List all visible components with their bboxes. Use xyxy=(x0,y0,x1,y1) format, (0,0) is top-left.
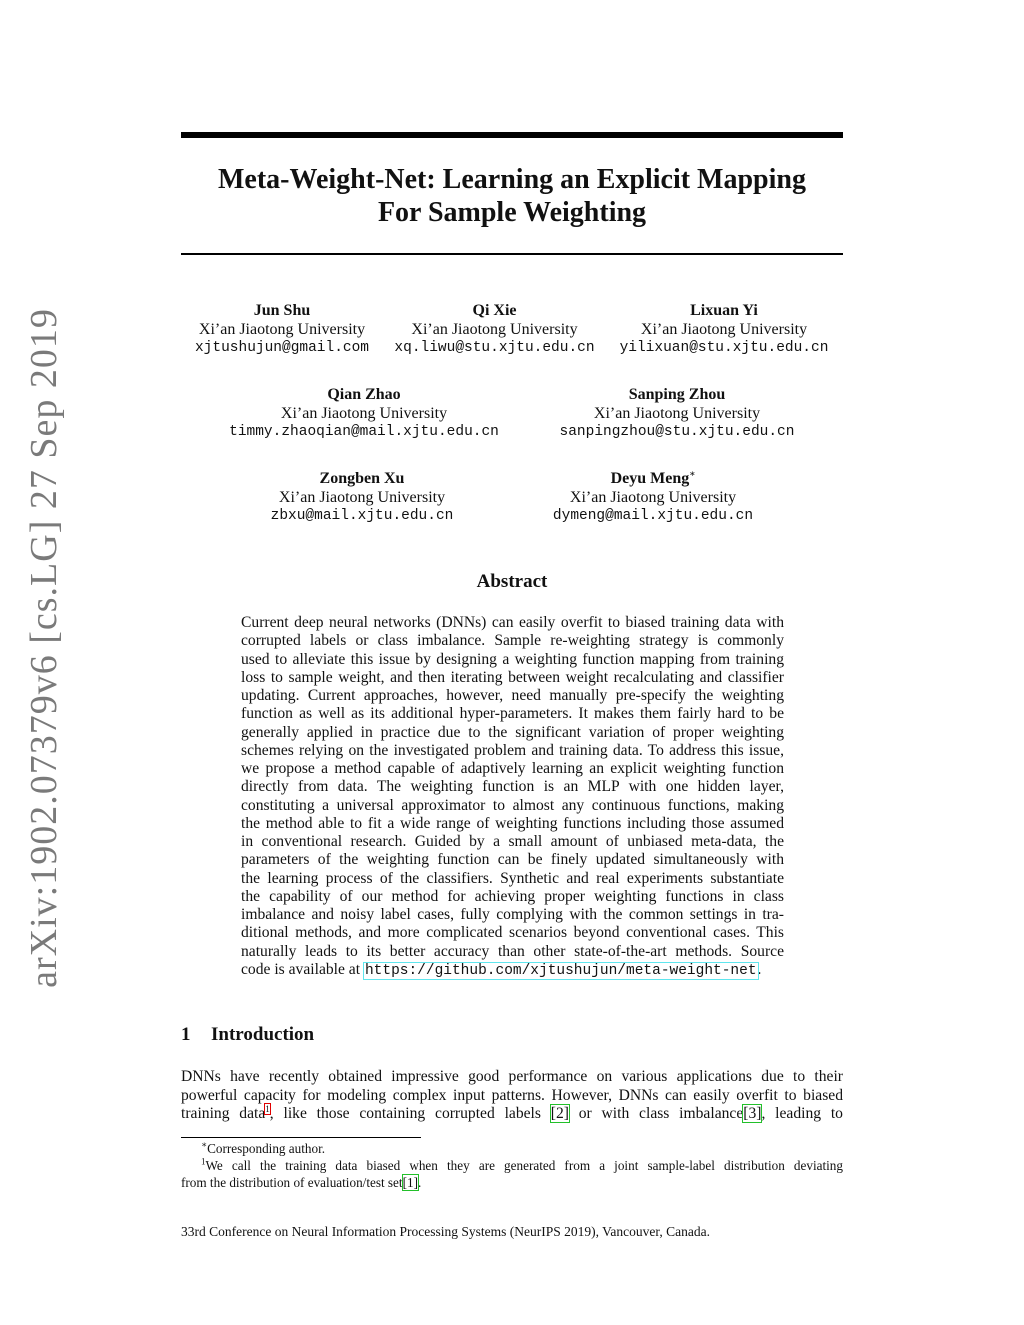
abstract-line: constituting a universal approximator to almost any continuous functions, making xyxy=(241,796,784,814)
abstract-line: naturally leads to its better accuracy than other state-of-the-art methods. Source xyxy=(241,942,784,960)
author-email[interactable]: sanpingzhou@stu.xjtu.edu.cn xyxy=(559,424,795,440)
author-affiliation: Xi’an Jiaotong University xyxy=(569,489,737,506)
citation-link[interactable]: [2] xyxy=(550,1105,569,1122)
author-block xyxy=(224,385,504,442)
abstract-line: schemes relying on the investigated problem and training data. To address this issue, xyxy=(241,741,784,759)
author-email[interactable]: xjtushujun@gmail.com xyxy=(194,340,370,356)
abstract-line: the learning process of the classifiers. Synthetic and real experiments substantiate xyxy=(241,869,784,887)
introduction-body xyxy=(181,1068,843,1124)
author-email[interactable]: dymeng@mail.xjtu.edu.cn xyxy=(552,508,754,524)
abstract-line: loss to sample weight, and then iterating between weight recalculating and classifier xyxy=(241,668,784,686)
citation-link[interactable]: [3] xyxy=(743,1105,762,1122)
footnote-1-line-1: $^1$We call the training data biased when they are generated from a joint sample-label distribution deviating xyxy=(201,1156,843,1173)
paper-title xyxy=(181,163,843,229)
author-name: Lixuan Yi xyxy=(690,302,758,319)
author-email[interactable]: xq.liwu@stu.xjtu.edu.cn xyxy=(394,340,595,356)
intro-line: DNNs have recently obtained impressive good performance on various applications due to their xyxy=(181,1068,843,1085)
author-name: Sanping Zhou xyxy=(628,386,726,403)
title-line-1: Meta-Weight-Net: Learning an Explicit Mapping xyxy=(218,164,806,195)
author-affiliation: Xi’an Jiaotong University xyxy=(280,405,448,422)
abstract-line: in conventional research. Guided by a small amount of unbiased meta-data, the xyxy=(241,833,784,850)
author-email[interactable]: timmy.zhaoqian@mail.xjtu.edu.cn xyxy=(229,424,499,440)
arxiv-identifier: arXiv:1902.07379v6 [cs.LG] 27 Sep 2019 xyxy=(23,308,65,988)
abstract-line: code is available at https://github.com/xjtushujun/meta-weight-net. xyxy=(241,960,762,979)
abstract-line: used to alleviate this issue by designing a weighting function mapping from training xyxy=(241,650,784,668)
footnote-corresponding: ∗Corresponding author. xyxy=(201,1139,326,1156)
title-line-2: For Sample Weighting xyxy=(377,197,647,228)
author-block xyxy=(548,469,758,526)
abstract-body xyxy=(241,614,784,980)
abstract-line: updating. Current approaches, however, need manually pre-specify the weighting xyxy=(241,687,784,704)
abstract-line: corrupted labels or class imbalance. Sample re-weighting strategy is commonly xyxy=(241,632,784,650)
author-block xyxy=(555,385,799,442)
section-heading-introduction xyxy=(181,1024,314,1046)
footnotes xyxy=(181,1140,843,1191)
author-affiliation: Xi’an Jiaotong University xyxy=(640,321,808,338)
abstract-line: generally applied in practice due to the significant variation of proper weighting xyxy=(241,723,784,741)
title-rule-top xyxy=(181,132,843,138)
conference-venue: 33rd Conference on Neural Information Processing Systems (NeurIPS 2019), Vancouver, Canada. xyxy=(181,1224,710,1239)
author-block xyxy=(617,301,831,358)
author-email[interactable]: yilixuan@stu.xjtu.edu.cn xyxy=(619,340,829,356)
author-affiliation: Xi’an Jiaotong University xyxy=(593,405,761,422)
abstract-line: imbalance and noisy label cases, fully complying with the common settings in tra- xyxy=(241,906,784,923)
author-name: Qian Zhao xyxy=(327,386,401,403)
abstract-line: we propose a method capable of adaptively learning an explicit weighting function xyxy=(241,760,784,777)
author-affiliation: Xi’an Jiaotong University xyxy=(198,321,366,338)
author-email[interactable]: zbxu@mail.xjtu.edu.cn xyxy=(270,508,454,524)
intro-line: training data$^1$, like those containing corrupted labels [2] or with class imbalance[3], leading to xyxy=(181,1103,843,1122)
footnote-divider xyxy=(181,1137,421,1138)
abstract-line: ditional methods, and more complicated scenarios beyond conventional cases. This xyxy=(241,924,784,942)
abstract-line: the method able to fit a wide range of weighting functions including those assumed xyxy=(241,814,784,832)
author-block xyxy=(262,469,462,526)
citation-link[interactable]: [1] xyxy=(402,1175,418,1190)
footnote-ref-link[interactable]: 1 xyxy=(265,1103,270,1114)
abstract-line: the capability of our method for achieving proper weighting functions in class xyxy=(241,887,784,905)
intro-line: powerful capacity for modeling complex input patterns. However, DNNs can easily overfit to biased xyxy=(181,1086,843,1104)
abstract-line: function as well as its additional hyper-parameters. It makes them fairly hard to be xyxy=(241,705,784,723)
author-affiliation: Xi’an Jiaotong University xyxy=(278,489,446,506)
title-rule-bottom xyxy=(181,253,843,255)
author-name: Qi Xie xyxy=(472,302,517,319)
author-name: Deyu Meng∗ xyxy=(610,468,696,487)
abstract-line: Current deep neural networks (DNNs) can easily overfit to biased training data with xyxy=(241,614,784,631)
footnote-1-line-2: from the distribution of evaluation/test set[1]. xyxy=(181,1175,422,1190)
abstract-line: parameters of the weighting function can be finely updated simultaneously with xyxy=(241,851,784,869)
abstract-heading: Abstract xyxy=(476,571,548,592)
section-title: Introduction xyxy=(211,1024,315,1045)
author-affiliation: Xi’an Jiaotong University xyxy=(411,321,578,338)
section-number: 1 xyxy=(181,1024,191,1045)
source-code-link[interactable]: https://github.com/xjtushujun/meta-weight-net xyxy=(364,962,757,979)
author-name: Zongben Xu xyxy=(319,470,405,487)
author-name: Jun Shu xyxy=(253,302,311,319)
author-block xyxy=(392,301,597,358)
abstract-line: directly from data. The weighting function is an MLP with one hidden layer, xyxy=(241,778,784,796)
author-block xyxy=(192,301,372,358)
corresponding-author-mark: ∗ xyxy=(689,468,696,479)
